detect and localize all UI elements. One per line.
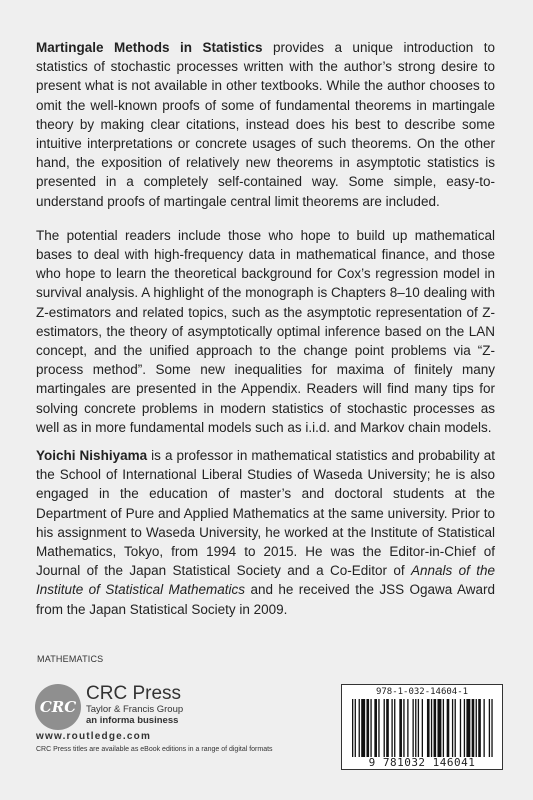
barcode-bar	[460, 699, 461, 757]
barcode-bar	[431, 699, 432, 757]
website-link[interactable]: www.routledge.com	[36, 731, 152, 742]
publisher-business: an informa business	[86, 715, 179, 726]
barcode-bar	[386, 699, 389, 757]
intro-paragraph	[36, 38, 495, 211]
barcode-bar	[491, 699, 492, 757]
author-name: Yoichi Nishiyama	[36, 448, 148, 464]
barcode-bar	[378, 699, 379, 757]
isbn-top-text: 978-1-032-14604-1	[375, 687, 469, 697]
barcode-bar	[464, 699, 465, 757]
barcode-bar	[374, 699, 377, 757]
book-title: Martingale Methods in Statistics	[36, 40, 263, 55]
barcode-bar	[370, 699, 371, 757]
intro-text: provides a unique introduction to statistics of stochastic processes written with the author’s strong desire to present what is not available in other textbooks. While the author chooses to omit the well-known proofs of some of fundamental theorems in martingale theory by making clear citations, instead does his best to describe some intuitive interpretations or concrete usages of such theorems. On the other hand, the exposition of relatively new theorems in asymptotic statistics is presented in a completely self-contained way. Some simple, easy-to-understand proofs of martingale central limit theorems are included.	[36, 40, 495, 209]
barcode-bar	[443, 699, 444, 757]
barcode-bar	[437, 699, 441, 757]
barcode-bar	[466, 699, 470, 757]
barcode-bars	[352, 699, 494, 757]
ebook-note: CRC Press titles are available as eBook editions in a range of digital formats	[36, 746, 273, 753]
publisher-group: Taylor & Francis Group	[86, 704, 184, 715]
barcode-bar	[415, 699, 416, 757]
author-bio-1: is a professor in mathematical statistics and probability at the School of International Liberal Studies of Waseda University; he is also engaged in the education of master’s and doctoral students at the Department of Pure and Applied Mathematics at the same university. Prior to his assignment to Waseda University, he worked at the Institute of Statistical Mathematics, Tokyo, from 1994 to 2015. He was the Editor-in-Chief of Journal of the Japan Statistical Society and a Co-Editor of	[36, 448, 495, 579]
isbn-barcode	[341, 684, 503, 770]
barcode-bar	[483, 699, 484, 757]
barcode-bar	[472, 699, 475, 757]
barcode-bar	[452, 699, 453, 757]
barcode-bar	[359, 699, 360, 757]
isbn-bottom-text: 9 781032 146041	[368, 756, 476, 769]
journal-name: Annals of the Institute of Statistical Mathematics	[36, 563, 495, 598]
crc-logo-icon: CRC	[35, 684, 81, 730]
subject-label: MATHEMATICS	[37, 654, 104, 664]
barcode-bar	[434, 699, 437, 757]
barcode-bar	[391, 699, 392, 757]
barcode-bar	[361, 699, 365, 757]
author-bio-2: and he received the JSS Ogawa Award from the Japan Statistical Society in 2009.	[36, 582, 495, 617]
barcode-bar	[399, 699, 402, 757]
publisher-block	[86, 684, 183, 726]
barcode-bar	[476, 699, 477, 757]
barcode-bar	[384, 699, 385, 757]
barcode-bar	[447, 699, 450, 757]
barcode-bar	[407, 699, 408, 757]
barcode-bar	[355, 699, 356, 757]
barcode-bar	[412, 699, 413, 757]
publisher-name: CRC Press	[86, 683, 182, 704]
barcode-bar	[422, 699, 423, 757]
barcode-bar	[478, 699, 481, 757]
barcode-bar	[489, 699, 490, 757]
barcode-bar	[455, 699, 456, 757]
barcode-bar	[394, 699, 395, 757]
barcode-bar	[352, 699, 353, 757]
author-paragraph	[36, 446, 495, 619]
blurb	[36, 38, 495, 619]
barcode-bar	[418, 699, 419, 757]
barcode-bar	[366, 699, 369, 757]
barcode-bar	[403, 699, 404, 757]
readers-paragraph: The potential readers include those who hope to build up mathematical bases to deal with high-frequency data in mathematical finance, and those who hope to learn the theoretical background for Cox’s regression model in survival analysis. A highlight of the monograph is Chapters 8–10 dealing with Z-estimators and related topics, such as the asymptotic representation of Z-estimators, the theory of asymptotically optimal inference based on the LAN concept, and the unified approach to the change point problems via “Z-process method”. Some new inequalities for maxima of finitely many martingales are presented in the Appendix. Readers will find many tips for solving concrete problems in modern statistics of stochastic processes as well as in more fundamental models such as i.i.d. and Markov chain models.	[36, 227, 495, 435]
barcode-bar	[427, 699, 430, 757]
